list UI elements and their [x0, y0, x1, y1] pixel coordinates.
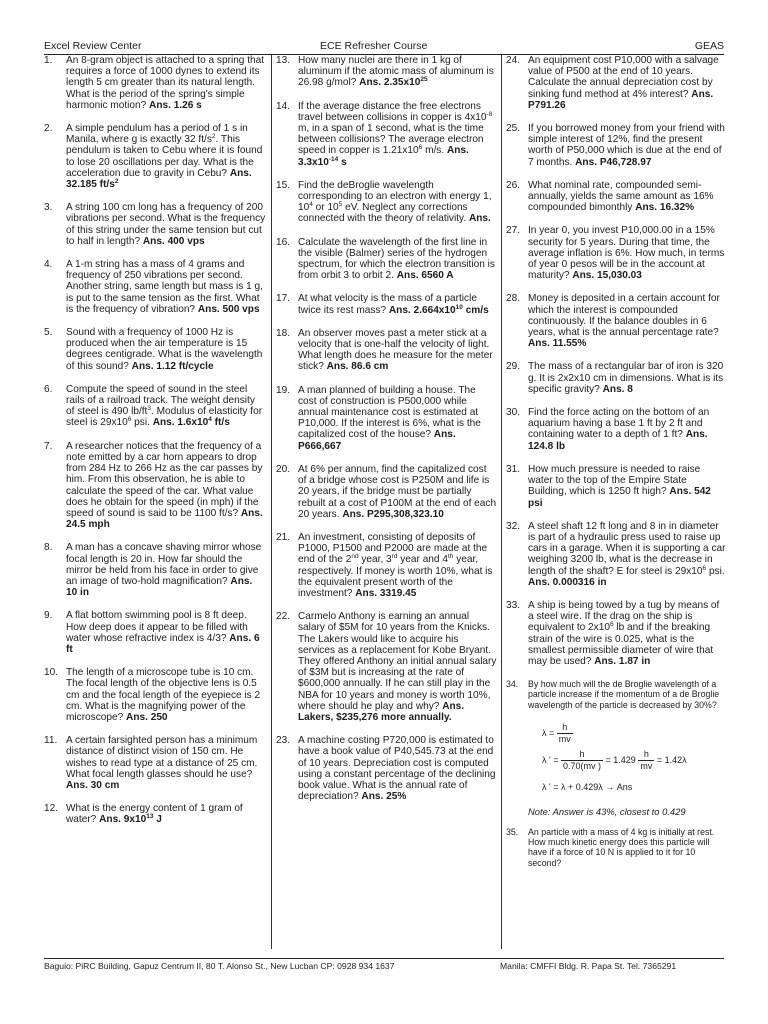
- question-text: A man has a concave shaving mirror whose focal length is 20 in. How far should the mirror be held from his face in order to give an image of two-hold magnification?: [66, 542, 262, 587]
- fraction: [557, 722, 573, 745]
- fraction: [561, 749, 603, 772]
- question-text: An particle with a mass of 4 kg is initially at rest. How much kinetic energy does this particle will have if a force of 10 N is applied to it for 10 second?: [528, 826, 715, 868]
- question-number: 2.: [44, 123, 53, 135]
- question-number: 27.: [506, 225, 521, 237]
- question-20: [276, 464, 497, 520]
- answer: Ans. 500 vps: [197, 303, 260, 315]
- eq-den: mv: [640, 760, 653, 771]
- eq-text: λ =: [542, 727, 555, 738]
- question-text: An observer moves past a meter stick at a velocity that is one-half the velocity of light. What length does he measure for the meter stick?: [298, 327, 493, 373]
- question-25: [506, 123, 726, 168]
- question-number: 29.: [506, 361, 521, 373]
- question-number: 31.: [506, 463, 521, 475]
- question-number: 13.: [276, 55, 291, 66]
- answer: Ans. P666,667: [298, 429, 456, 452]
- column-3: [506, 55, 726, 952]
- question-13: [276, 55, 497, 89]
- question-number: 26.: [506, 179, 521, 191]
- question-33: [506, 600, 726, 667]
- answer: Ans. P791.26: [528, 88, 714, 111]
- page-footer: [44, 958, 724, 973]
- answer: Ans. P46,728.97: [575, 156, 652, 168]
- question-14: [276, 101, 497, 168]
- answer: Ans. Lakers, $235,276 more annually.: [298, 700, 465, 723]
- question-number: 1.: [44, 55, 53, 66]
- question-text: Find the deBroglie wavelength corresponding to an electron with energy 1, $10^4$ or $10^5$ eV. Neglect any corrections connected with the theory of relativity. Ans.: [298, 179, 492, 225]
- question-24: [506, 55, 726, 111]
- question-number: 18.: [276, 327, 291, 339]
- question-text: Carmelo Anthony is earning an annual salary of $5M for 10 years from the Knicks. The Lakers would like to acquire his services as a replacement for Kobe Bryant. They offered Anthony an initial annual salary of $3M but is increasing at the rate of $600,000 annually. If he can still play in the NBA for 10 years and money is worth 10%, where should he play and why?: [298, 611, 497, 712]
- question-number: 9.: [44, 610, 53, 622]
- question-26: [506, 180, 726, 214]
- eq-num: h: [638, 749, 654, 761]
- question-4: [44, 259, 266, 315]
- fraction: [638, 749, 654, 772]
- answer: Ans. 124.8 lb: [528, 429, 708, 452]
- answer: Ans. 25%: [361, 791, 407, 803]
- footer-baguio-address: Baguio: PiRC Building, Gapuz Centrum II, 80 T. Alonso St., New Lucban CP: 0928 934 1637: [44, 961, 395, 971]
- eq-text: λ ' =: [542, 754, 559, 765]
- question-text: How many nuclei are there in 1 kg of aluminum if the atomic mass of aluminum is 26.98 g/mol? Ans. $2.35x10^{25}$: [298, 55, 494, 89]
- answer: Ans. 8: [602, 383, 633, 395]
- question-32: [506, 521, 726, 588]
- question-number: 34.: [506, 679, 519, 690]
- question-16: [276, 237, 497, 282]
- eq-den: mv: [558, 733, 571, 744]
- question-27: [506, 225, 726, 281]
- question-number: 3.: [44, 202, 53, 214]
- question-number: 20.: [276, 463, 291, 475]
- question-7: [44, 441, 266, 531]
- question-number: 32.: [506, 520, 521, 532]
- page-header: [44, 40, 724, 55]
- equation-line-3: [542, 782, 632, 793]
- question-text: A researcher notices that the frequency of a note emitted by a car horn appears to drop from 284 Hz to 266 Hz as the car passes by him. From this observation, he is able to calculate the speed of the car. What value does he obtain for the speed (in mph) if the speed of sound is said to be 1100 ft/s?: [66, 440, 263, 519]
- question-34: [506, 679, 726, 710]
- question-text: Calculate the wavelength of the first line in the visible (Balmer) series of the hydrogen spectrum, for which the electron transition is from orbit 3 to orbit 2.: [298, 236, 495, 282]
- question-number: 12.: [44, 803, 59, 815]
- column-divider: [501, 55, 502, 949]
- question-text: An 8-gram object is attached to a spring that requires a force of 1000 dynes to extend its length 5 cm greater than its natural length. What is the period of the spring's simple harmonic motion?: [66, 55, 265, 111]
- question-number: 5.: [44, 327, 53, 339]
- question-text: An equipment cost P10,000 with a salvage value of P500 at the end of 10 years. Calculate the annual depreciation cost by sinking fund method at 4% interest?: [528, 55, 719, 100]
- header-center-name: Excel Review Center: [44, 40, 142, 52]
- question-19: [276, 385, 497, 452]
- answer: Ans. 11.55%: [528, 338, 587, 350]
- answer-note: Note: Answer is 43%, closest to 0.429: [528, 805, 686, 817]
- column-divider: [271, 55, 272, 949]
- question-1: [44, 55, 266, 111]
- eq-den: 0.70(mv ): [563, 760, 602, 771]
- header-course-name: ECE Refresher Course: [320, 40, 428, 52]
- answer: Ans. 10 in: [66, 575, 253, 599]
- question-text: The mass of a rectangular bar of iron is 320 g. It is 2x2x10 cm in dimensions. What is its specific gravity?: [528, 361, 724, 395]
- question-11: [44, 735, 266, 791]
- question-number: 21.: [276, 531, 291, 543]
- answer: Ans. 6 ft: [66, 632, 260, 655]
- question-10: [44, 667, 266, 723]
- question-22: [276, 611, 497, 723]
- question-31: [506, 464, 726, 509]
- question-9: [44, 610, 266, 655]
- question-text: A machine costing P720,000 is estimated to have a book value of P40,545.73 at the end of 10 years. Depreciation cost is computed using a constant percentage of the declining book value. What is the annual rate of depreciation?: [298, 735, 496, 803]
- answer: Ans. 15,030.03: [572, 270, 642, 282]
- question-number: 22.: [276, 611, 291, 623]
- question-number: 10.: [44, 667, 59, 679]
- question-5: [44, 327, 266, 372]
- question-8: [44, 542, 266, 598]
- question-text: Compute the speed of sound in the steel rails of a railroad track. The weight density of steel is 490 $lb/ft^3$. Modulus of elasticity for steel is $29x10^6$ psi. Ans. $1.6x10^4$ ft/s: [66, 383, 263, 429]
- question-17: [276, 293, 497, 315]
- eq-num: h: [557, 722, 573, 734]
- question-15: [276, 180, 497, 225]
- answer: Ans. 1.26 s: [149, 99, 202, 111]
- question-number: 6.: [44, 383, 53, 395]
- question-number: 15.: [276, 179, 291, 191]
- question-number: 16.: [276, 236, 291, 248]
- question-18: [276, 328, 497, 373]
- question-2: [44, 123, 266, 190]
- question-text: If you borrowed money from your friend with simple interest of 12%, find the present worth of P50,000 which is due at the end of 7 months.: [528, 123, 725, 168]
- answer: Ans. P295,308,323.10: [342, 508, 444, 520]
- header-subject: GEAS: [694, 40, 724, 52]
- question-number: 30.: [506, 407, 521, 419]
- question-23: [276, 735, 497, 802]
- question-text: A 1-m string has a mass of 4 grams and frequency of 250 vibrations per second. Another string, same length but mass is 1 g, is put to the same tension as the first. What is the frequency of vibration?: [66, 259, 263, 315]
- question-number: 4.: [44, 259, 53, 271]
- question-text: The length of a microscope tube is 10 cm. The focal length of the objective lens is 0.5 cm and the focal length of the eyepiece is 2 cm. What is the magnifying power of the microscope?: [66, 667, 261, 723]
- question-text: An investment, consisting of deposits of P1000, P1500 and P2000 are made at the end of the 2nd year, 3rd year and 4th year, respectively. If money is worth 10%, what is the equivalent present worth of the investment? Ans. 3319.45: [298, 531, 493, 599]
- equation-line-2: [542, 749, 687, 772]
- question-text: A string 100 cm long has a frequency of 200 vibrations per second. What is the frequency of this string under the same tension but cut to half in length?: [66, 202, 266, 247]
- question-number: 35.: [506, 826, 519, 837]
- question-number: 7.: [44, 440, 53, 452]
- question-text: Find the force acting on the bottom of an aquarium having a base 1 ft by 2 ft and containing water to a depth of 1 ft?: [528, 407, 710, 441]
- equation-line-1: [542, 722, 573, 745]
- question-number: 25.: [506, 123, 521, 135]
- answer: Ans. 1.12 ft/cycle: [131, 360, 214, 372]
- question-number: 14.: [276, 100, 291, 112]
- footer-manila-address: Manila: CMFFI Bldg. R. Papa St. Tel. 7365291: [500, 961, 677, 971]
- question-number: 28.: [506, 293, 521, 305]
- eq-text: λ ' = λ + 0.429λ → Ans: [542, 781, 633, 792]
- question-21: [276, 532, 497, 599]
- question-28: [506, 293, 726, 349]
- question-text: A certain farsighted person has a minimum distance of distinct vision of 150 cm. He wishes to read type at a distance of 25 cm. What focal length glasses should he use?: [66, 735, 258, 780]
- question-text: By how much will the de Broglie wavelength of a particle increase if the momentum of a de Broglie wavelength of the particle is decreased by 30%?: [528, 679, 720, 710]
- question-29: [506, 361, 726, 395]
- question-text: A simple pendulum has a period of 1 s in Manila, where g is exactly 32 $ft/s^2$. This pendulum is taken to Cebu where it is found to lose 20 oscillations per day. What is the acceleration due to gravity in Cebu? Ans. 32.185 $ft/s^2$: [66, 123, 263, 191]
- answer: Ans. 86.6 cm: [326, 361, 389, 373]
- answer: Ans. 16.32%: [635, 202, 695, 214]
- question-text: What is the energy content of 1 gram of water? Ans. $9x10^{13}$ J: [66, 803, 243, 826]
- question-text: If the average distance the free electrons travel between collisions in copper is $4x10^{-8}$ m, in a span of 1 second, what is the time between collisions? The average electron speed in copper is $1.21x10^6$ m/s. Ans. $3.3x10^{-14}$ s: [298, 100, 493, 168]
- question-34-equations: [506, 722, 726, 800]
- eq-text: = 1.429: [605, 754, 636, 765]
- question-text: A flat bottom swimming pool is 8 ft deep. How deep does it appear to be filled with water whose refractive index is 4/3?: [66, 610, 248, 644]
- answer: Ans. 250: [126, 711, 168, 723]
- question-number: 19.: [276, 384, 291, 396]
- question-number: 17.: [276, 293, 291, 305]
- question-number: 11.: [44, 735, 58, 747]
- column-1: [44, 55, 266, 952]
- question-30: [506, 407, 726, 452]
- answer: Ans. 6560 A: [396, 270, 454, 282]
- question-text: A steel shaft 12 ft long and 8 in in diameter is part of a hydraulic press used to raise up cars in a garage. When it is supporting a car weighing 3200 lb, what is the decrease in length of the shaft? E for steel is $29x10^6$ psi. Ans. 0.000316 in: [528, 520, 726, 588]
- question-text: Sound with a frequency of 1000 Hz is produced when the air temperature is 15 degrees centigrade. What is the wavelength of this sound?: [66, 327, 263, 372]
- answer: Ans. 30 cm: [66, 779, 120, 791]
- answer: Ans. 400 vps: [142, 235, 205, 247]
- question-6: [44, 384, 266, 429]
- question-text: A man planned of building a house. The cost of construction is P500,000 while annual maintenance cost is estimated at P10,000. If the interest is 6%, what is the capitalized cost of the house?: [298, 384, 481, 441]
- question-35: [506, 827, 726, 868]
- answer: Ans. 24.5 mph: [66, 507, 263, 531]
- question-text: At what velocity is the mass of a particle twice its rest mass? Ans. $2.664x10^{10}$ cm/s: [298, 293, 489, 316]
- question-text: Money is deposited in a certain account for which the interest is compounded continuously. If the balance doubles in 6 years, what is the annual percentage rate?: [528, 293, 720, 339]
- question-text: In year 0, you invest P10,000.00 in a 15% security for 5 years. During that time, the average inflation is 6%. How much, in terms of year 0 pesos will be in the account at maturity?: [528, 225, 725, 282]
- question-3: [44, 202, 266, 247]
- answer: Ans. 542 psi: [528, 486, 711, 509]
- eq-num: h: [561, 749, 603, 761]
- question-number: 23.: [276, 735, 291, 747]
- column-2: [276, 55, 497, 952]
- question-text: How much pressure is needed to raise water to the top of the Empire State Building, which is 1250 ft high?: [528, 463, 701, 498]
- question-text: A ship is being towed by a tug by means of a steel wire. If the drag on the ship is equivalent to $2x10^6$ lb and if the breaking strain of the wire is 0.025, what is the smallest permissible diameter of wire that may be used? Ans. 1.87 in: [528, 599, 720, 667]
- question-text: At 6% per annum, find the capitalized cost of a bridge whose cost is P250M and life is 20 years, if the bridge must be partially rebuilt at a cost of P100M at the end of each 20 years.: [298, 463, 497, 520]
- question-text: What nominal rate, compounded semi-annually, yields the same amount as 16% compounded bimonthly: [528, 179, 714, 214]
- eq-text: = 1.42λ: [656, 754, 687, 765]
- question-number: 24.: [506, 55, 521, 66]
- question-number: 33.: [506, 599, 521, 611]
- question-number: 8.: [44, 542, 53, 554]
- question-12: [44, 803, 266, 825]
